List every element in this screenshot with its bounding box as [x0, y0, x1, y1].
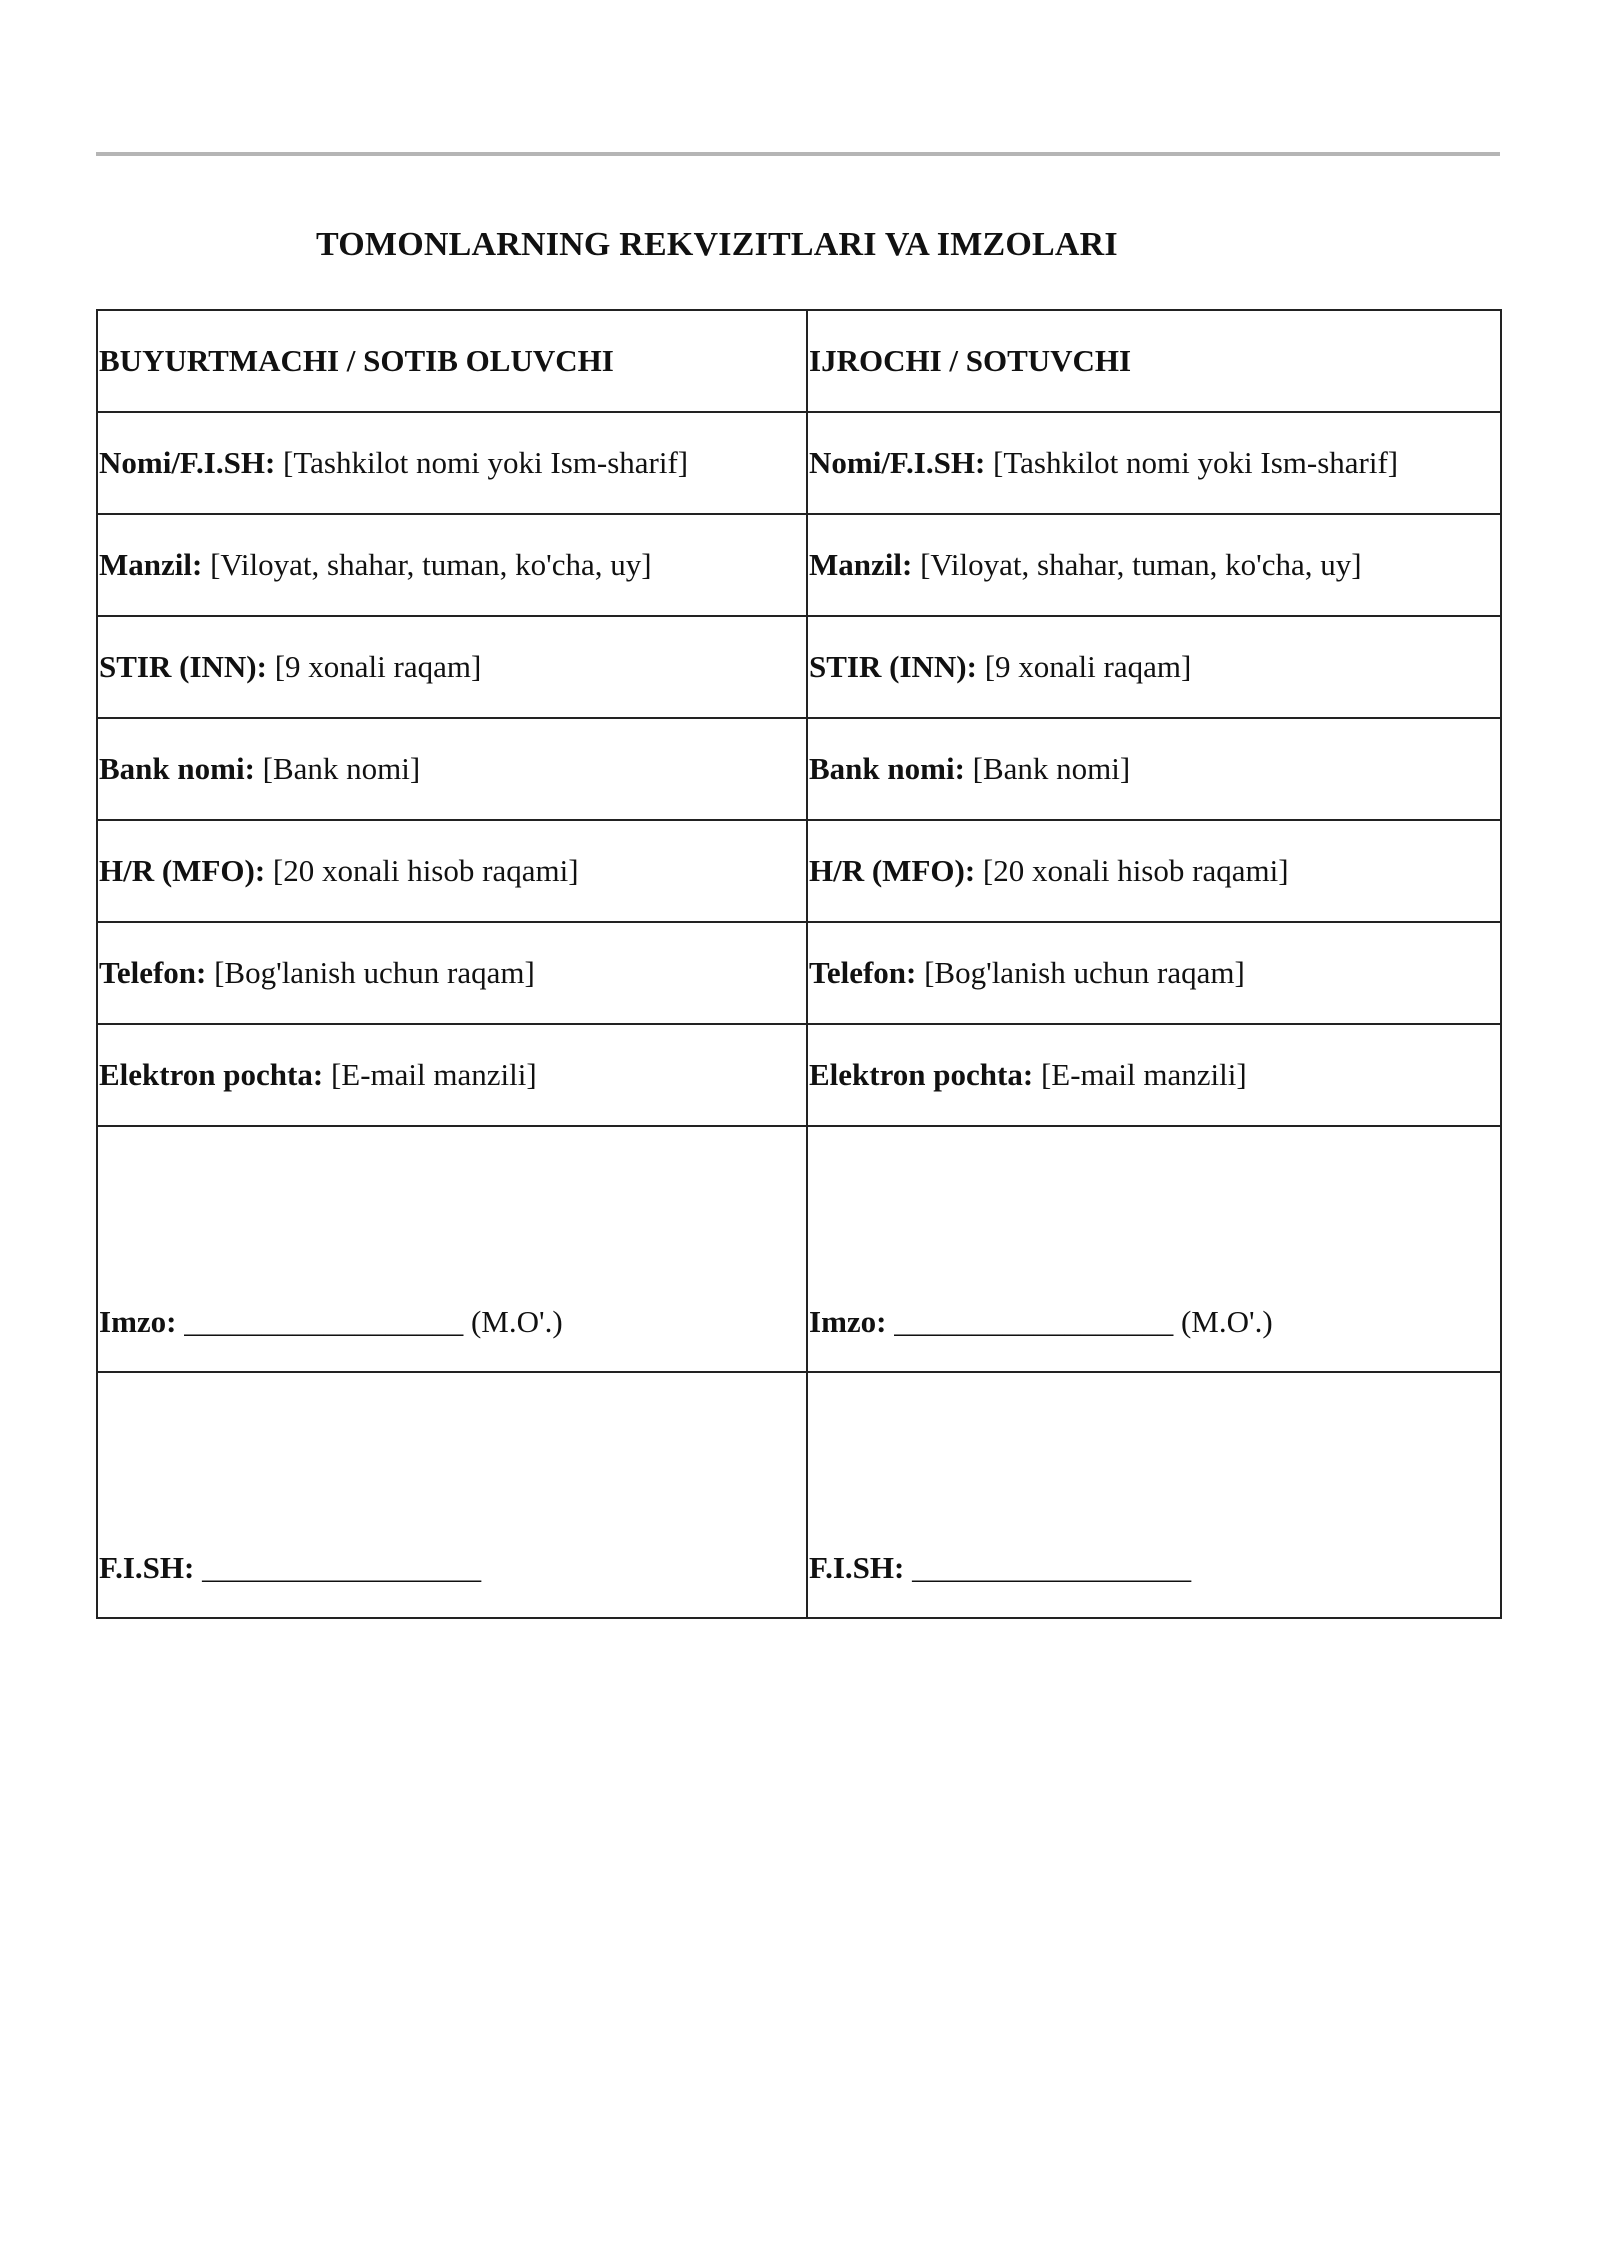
table-row — [97, 718, 1501, 820]
field-label: Imzo: — [809, 1303, 887, 1339]
signature-row — [97, 1126, 1501, 1372]
field-value: [Viloyat, shahar, tuman, ko'cha, uy] — [202, 546, 652, 582]
table-row — [97, 820, 1501, 922]
name-line: __________________ — [904, 1549, 1192, 1585]
seller-stir-cell — [807, 616, 1501, 718]
field-label: Elektron pochta: — [809, 1056, 1034, 1092]
buyer-name-cell — [97, 412, 807, 514]
field-value: [E-mail manzili] — [1033, 1056, 1247, 1092]
field-label: Telefon: — [99, 954, 207, 990]
buyer-stir-cell — [97, 616, 807, 718]
field-label: Elektron pochta: — [99, 1056, 324, 1092]
seller-account-cell — [807, 820, 1501, 922]
field-label: Manzil: — [809, 546, 913, 582]
seller-column-header: IJROCHI / SOTUVCHI — [807, 310, 1501, 412]
field-value: [20 xonali hisob raqami] — [265, 852, 579, 888]
table-row — [97, 514, 1501, 616]
signature-line: __________________ (M.O'.) — [886, 1303, 1273, 1339]
buyer-fish-cell — [97, 1372, 807, 1618]
table-row — [97, 1024, 1501, 1126]
document-title: TOMONLARNING REKVIZITLARI VA IMZOLARI — [316, 226, 1118, 263]
buyer-account-cell — [97, 820, 807, 922]
field-value: [Tashkilot nomi yoki Ism-sharif] — [275, 444, 689, 480]
buyer-address-cell — [97, 514, 807, 616]
field-label: Bank nomi: — [809, 750, 965, 786]
seller-signature-cell — [807, 1126, 1501, 1372]
seller-name-cell — [807, 412, 1501, 514]
field-label: Nomi/F.I.SH: — [809, 444, 986, 480]
signature-line: __________________ (M.O'.) — [176, 1303, 563, 1339]
header-row — [97, 310, 1501, 412]
field-label: F.I.SH: — [809, 1549, 905, 1585]
field-label: Bank nomi: — [99, 750, 255, 786]
seller-phone-cell — [807, 922, 1501, 1024]
top-divider — [96, 152, 1500, 156]
field-value: [Viloyat, shahar, tuman, ko'cha, uy] — [912, 546, 1362, 582]
name-row — [97, 1372, 1501, 1618]
field-label: STIR (INN): — [99, 648, 267, 684]
buyer-signature-cell — [97, 1126, 807, 1372]
field-label: Imzo: — [99, 1303, 177, 1339]
field-value: [20 xonali hisob raqami] — [975, 852, 1289, 888]
name-line: __________________ — [194, 1549, 482, 1585]
field-value: [Tashkilot nomi yoki Ism-sharif] — [985, 444, 1399, 480]
field-label: H/R (MFO): — [99, 852, 266, 888]
field-label: STIR (INN): — [809, 648, 977, 684]
field-value: [Bog'lanish uchun raqam] — [206, 954, 535, 990]
field-label: Manzil: — [99, 546, 203, 582]
seller-address-cell — [807, 514, 1501, 616]
field-value: [Bank nomi] — [964, 750, 1131, 786]
seller-email-cell — [807, 1024, 1501, 1126]
table-row — [97, 616, 1501, 718]
seller-bank-cell — [807, 718, 1501, 820]
field-label: Nomi/F.I.SH: — [99, 444, 276, 480]
field-value: [9 xonali raqam] — [266, 648, 482, 684]
buyer-bank-cell — [97, 718, 807, 820]
field-label: F.I.SH: — [99, 1549, 195, 1585]
seller-fish-cell — [807, 1372, 1501, 1618]
table-row — [97, 412, 1501, 514]
field-value: [E-mail manzili] — [323, 1056, 537, 1092]
field-value: [9 xonali raqam] — [976, 648, 1192, 684]
field-value: [Bog'lanish uchun raqam] — [916, 954, 1245, 990]
table-row — [97, 922, 1501, 1024]
field-label: H/R (MFO): — [809, 852, 976, 888]
buyer-email-cell — [97, 1024, 807, 1126]
field-value: [Bank nomi] — [254, 750, 421, 786]
requisites-table — [96, 309, 1502, 1619]
buyer-phone-cell — [97, 922, 807, 1024]
field-label: Telefon: — [809, 954, 917, 990]
buyer-column-header: BUYURTMACHI / SOTIB OLUVCHI — [97, 310, 807, 412]
